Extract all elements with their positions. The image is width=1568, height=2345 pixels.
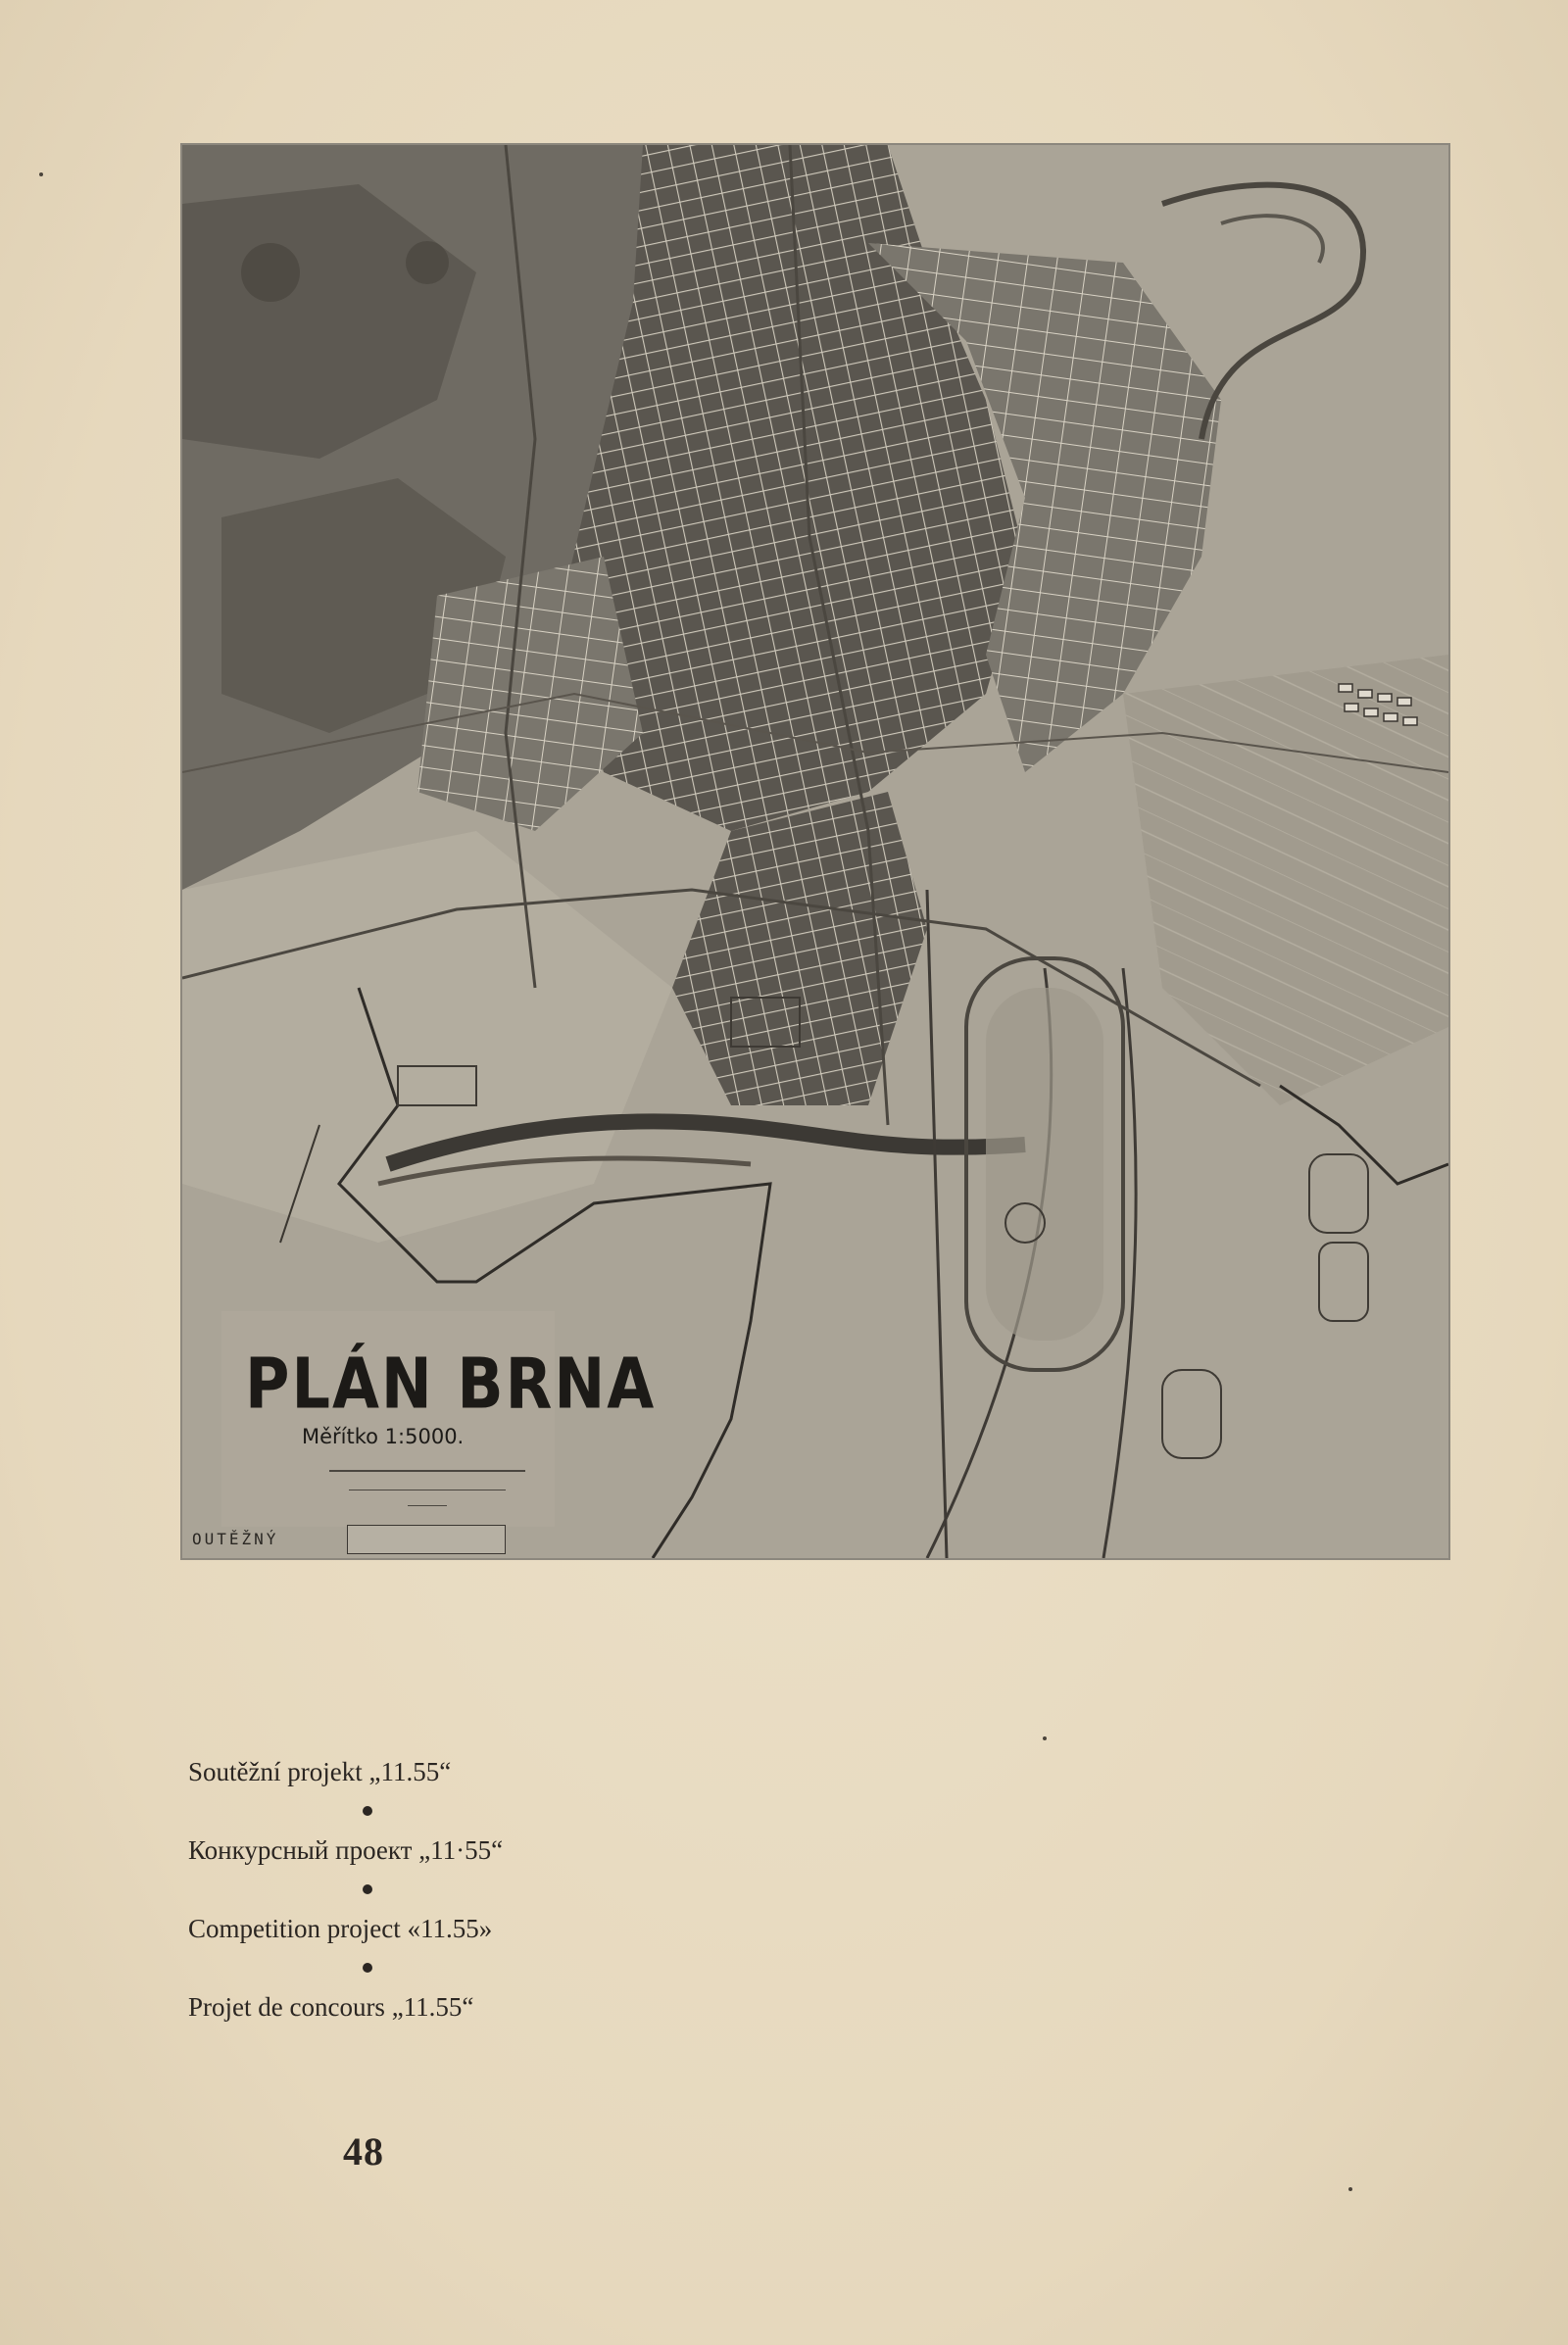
paper-speck — [1348, 2187, 1352, 2191]
map-image — [182, 145, 1448, 1558]
caption-czech: Soutěžní projekt „11.55“ — [188, 1757, 452, 1786]
legend-rule — [408, 1505, 447, 1506]
caption-block — [188, 1754, 678, 2025]
bullet-separator — [363, 1963, 372, 1973]
paper-speck — [1043, 1736, 1047, 1740]
map-scale: Měřítko 1:5000. — [302, 1425, 465, 1448]
caption-french: Projet de concours „11.55“ — [188, 1992, 474, 2022]
paper-speck — [39, 172, 43, 176]
page-number: 48 — [343, 2129, 384, 2174]
caption-russian: Конкурсный проект „11·55“ — [188, 1835, 504, 1865]
bullet-separator — [363, 1884, 372, 1894]
caption-english: Competition project «11.55» — [188, 1914, 493, 1943]
map-inset — [347, 1525, 506, 1554]
bullet-separator — [363, 1806, 372, 1816]
legend-rule — [329, 1470, 525, 1472]
map-author-label: OUTĚŽNÝ — [192, 1530, 279, 1548]
map-title: PLÁN BRNA — [245, 1343, 657, 1425]
